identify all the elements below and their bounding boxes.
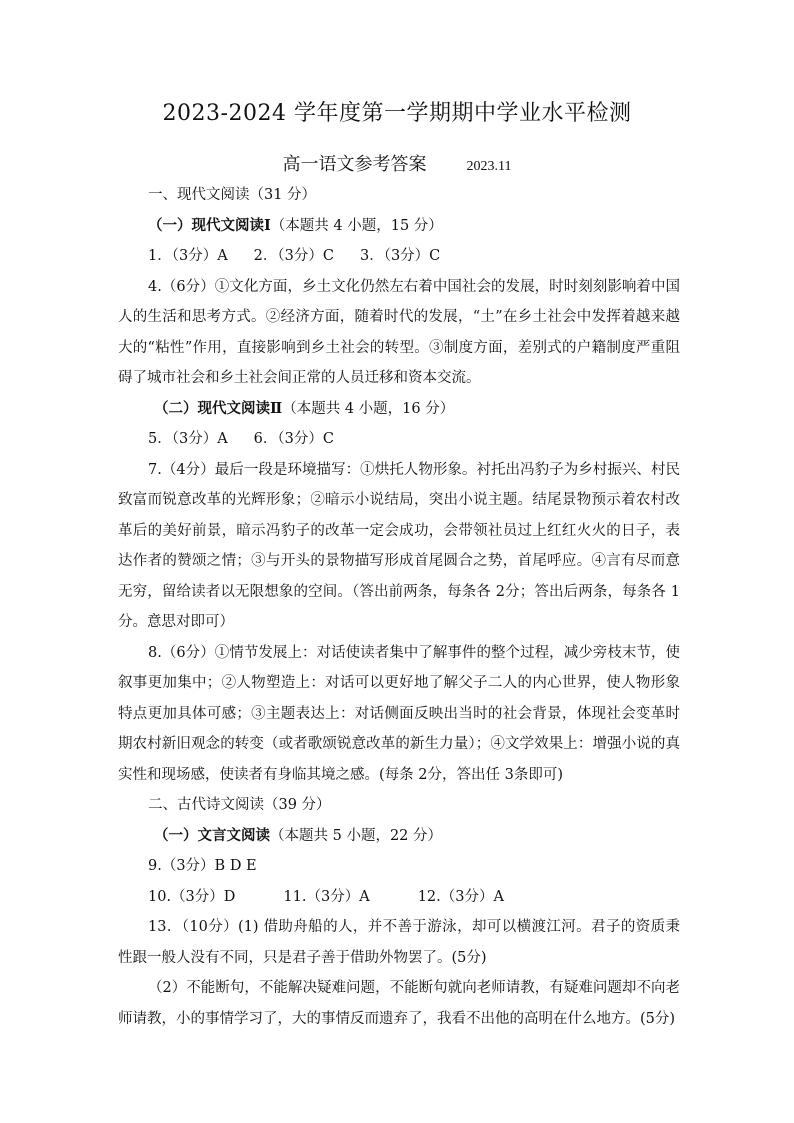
page-subtitle: [0, 150, 794, 176]
exam-date: 2023.11: [466, 159, 512, 174]
section-heading-2: 二、古代诗文阅读（39 分）: [148, 797, 331, 813]
answers-row-10-12: [118, 882, 680, 913]
answer-q13-part2: （2）不能断句，不能解决疑难问题，不能断句就向老师请教，有疑难问题却不向老师请教，小的事情学习了，大的事情反而遗弃了，我看不出他的高明在什么地方。(5分): [118, 980, 680, 1027]
subsection-heading-1-1: [118, 211, 680, 242]
answer-q6: 6．（3分）C: [253, 431, 334, 447]
answer-q5: 5．（3分）A: [148, 431, 228, 447]
answers-row-5-6: [118, 424, 680, 455]
answer-q2: 2．（3分）C: [253, 248, 334, 264]
subtitle-text: 高一语文参考答案: [282, 154, 427, 175]
answer-q3: 3．（3分）C: [359, 248, 441, 264]
answer-q7: 7.（4分）最后一段是环境描写：①烘托人物形象。衬托出冯豹子为乡村振兴、村民致富而锐意改革的光辉形象；②暗示小说结局，突出小说主题。结尾景物预示着农村改革后的美好前景，暗示冯豹子的改革一定会成功，会带领社员过上红红火火的日子，表达作者的赞颂之情；③与开头的景物描写形成首尾圆合之势，首尾呼应。④言有尽而意无穷，留给读者以无限想象的空间。（答出前两条，每条各 2分；答出后两条，每条各 1分。意思对即可）: [118, 461, 680, 630]
answer-q11: 11.（3分）A: [283, 888, 370, 905]
subsection-heading-1-2: [118, 394, 680, 425]
answer-q4: 4.（6分）①文化方面，乡土文化仍然左右着中国社会的发展，时时刻刻影响着中国人的生活和思考方式。②经济方面，随着时代的发展，“土”在乡土社会中发挥着越来越大的“粘性”作用，直接影响到乡土社会的转型。③制度方面，差别式的户籍制度严重阻碍了城市社会和乡土社会间正常的人员迁移和资本交流。: [118, 278, 680, 386]
subsection-note: （本题共 4 小题，16 分）: [282, 400, 455, 417]
answer-q10: 10.（3分）D: [148, 888, 236, 905]
answer-q13-part1: 13．（10分）(1) 借助舟船的人，并不善于游泳，却可以横渡江河。君子的资质秉性跟一般人没有不同，只是君子善于借助外物罢了。(5分): [118, 919, 680, 966]
subsection-note: （本题共 5 小题，22 分）: [270, 827, 443, 844]
subsection-title: （二）现代文阅读Ⅱ: [154, 399, 283, 417]
answer-q12: 12.（3分）A: [417, 888, 504, 905]
answer-content: [118, 180, 680, 1034]
page-title: 2023-2024 学年度第一学期期中学业水平检测: [162, 101, 632, 126]
subsection-heading-2-1: [118, 821, 680, 852]
subsection-title: （一）文言文阅读: [154, 826, 270, 844]
answers-row-1-3: [118, 241, 680, 272]
subsection-note: （本题共 4 小题，15 分）: [270, 217, 443, 234]
answer-q1: 1．（3分）A: [148, 248, 228, 264]
answer-q8: 8.（6分）①情节发展上：对话使读者集中了解事件的整个过程，减少旁枝末节，使叙事更加集中；②人物塑造上：对话可以更好地了解父子二人的内心世界，使人物形象特点更加具体可感；③主题表达上：对话侧面反映出当时的社会背景，体现社会变革时期农村新旧观念的转变（或者歌颂锐意改革的新生力量）；④文学效果上：增强小说的真实性和现场感，使读者有身临其境之感。(每条 2分，答出任 3条即可): [118, 644, 680, 783]
subsection-title: （一）现代文阅读Ⅰ: [148, 216, 271, 234]
answer-q9: 9.（3分）B D E: [148, 858, 257, 874]
section-heading-1: 一、现代文阅读（31 分）: [148, 187, 317, 203]
